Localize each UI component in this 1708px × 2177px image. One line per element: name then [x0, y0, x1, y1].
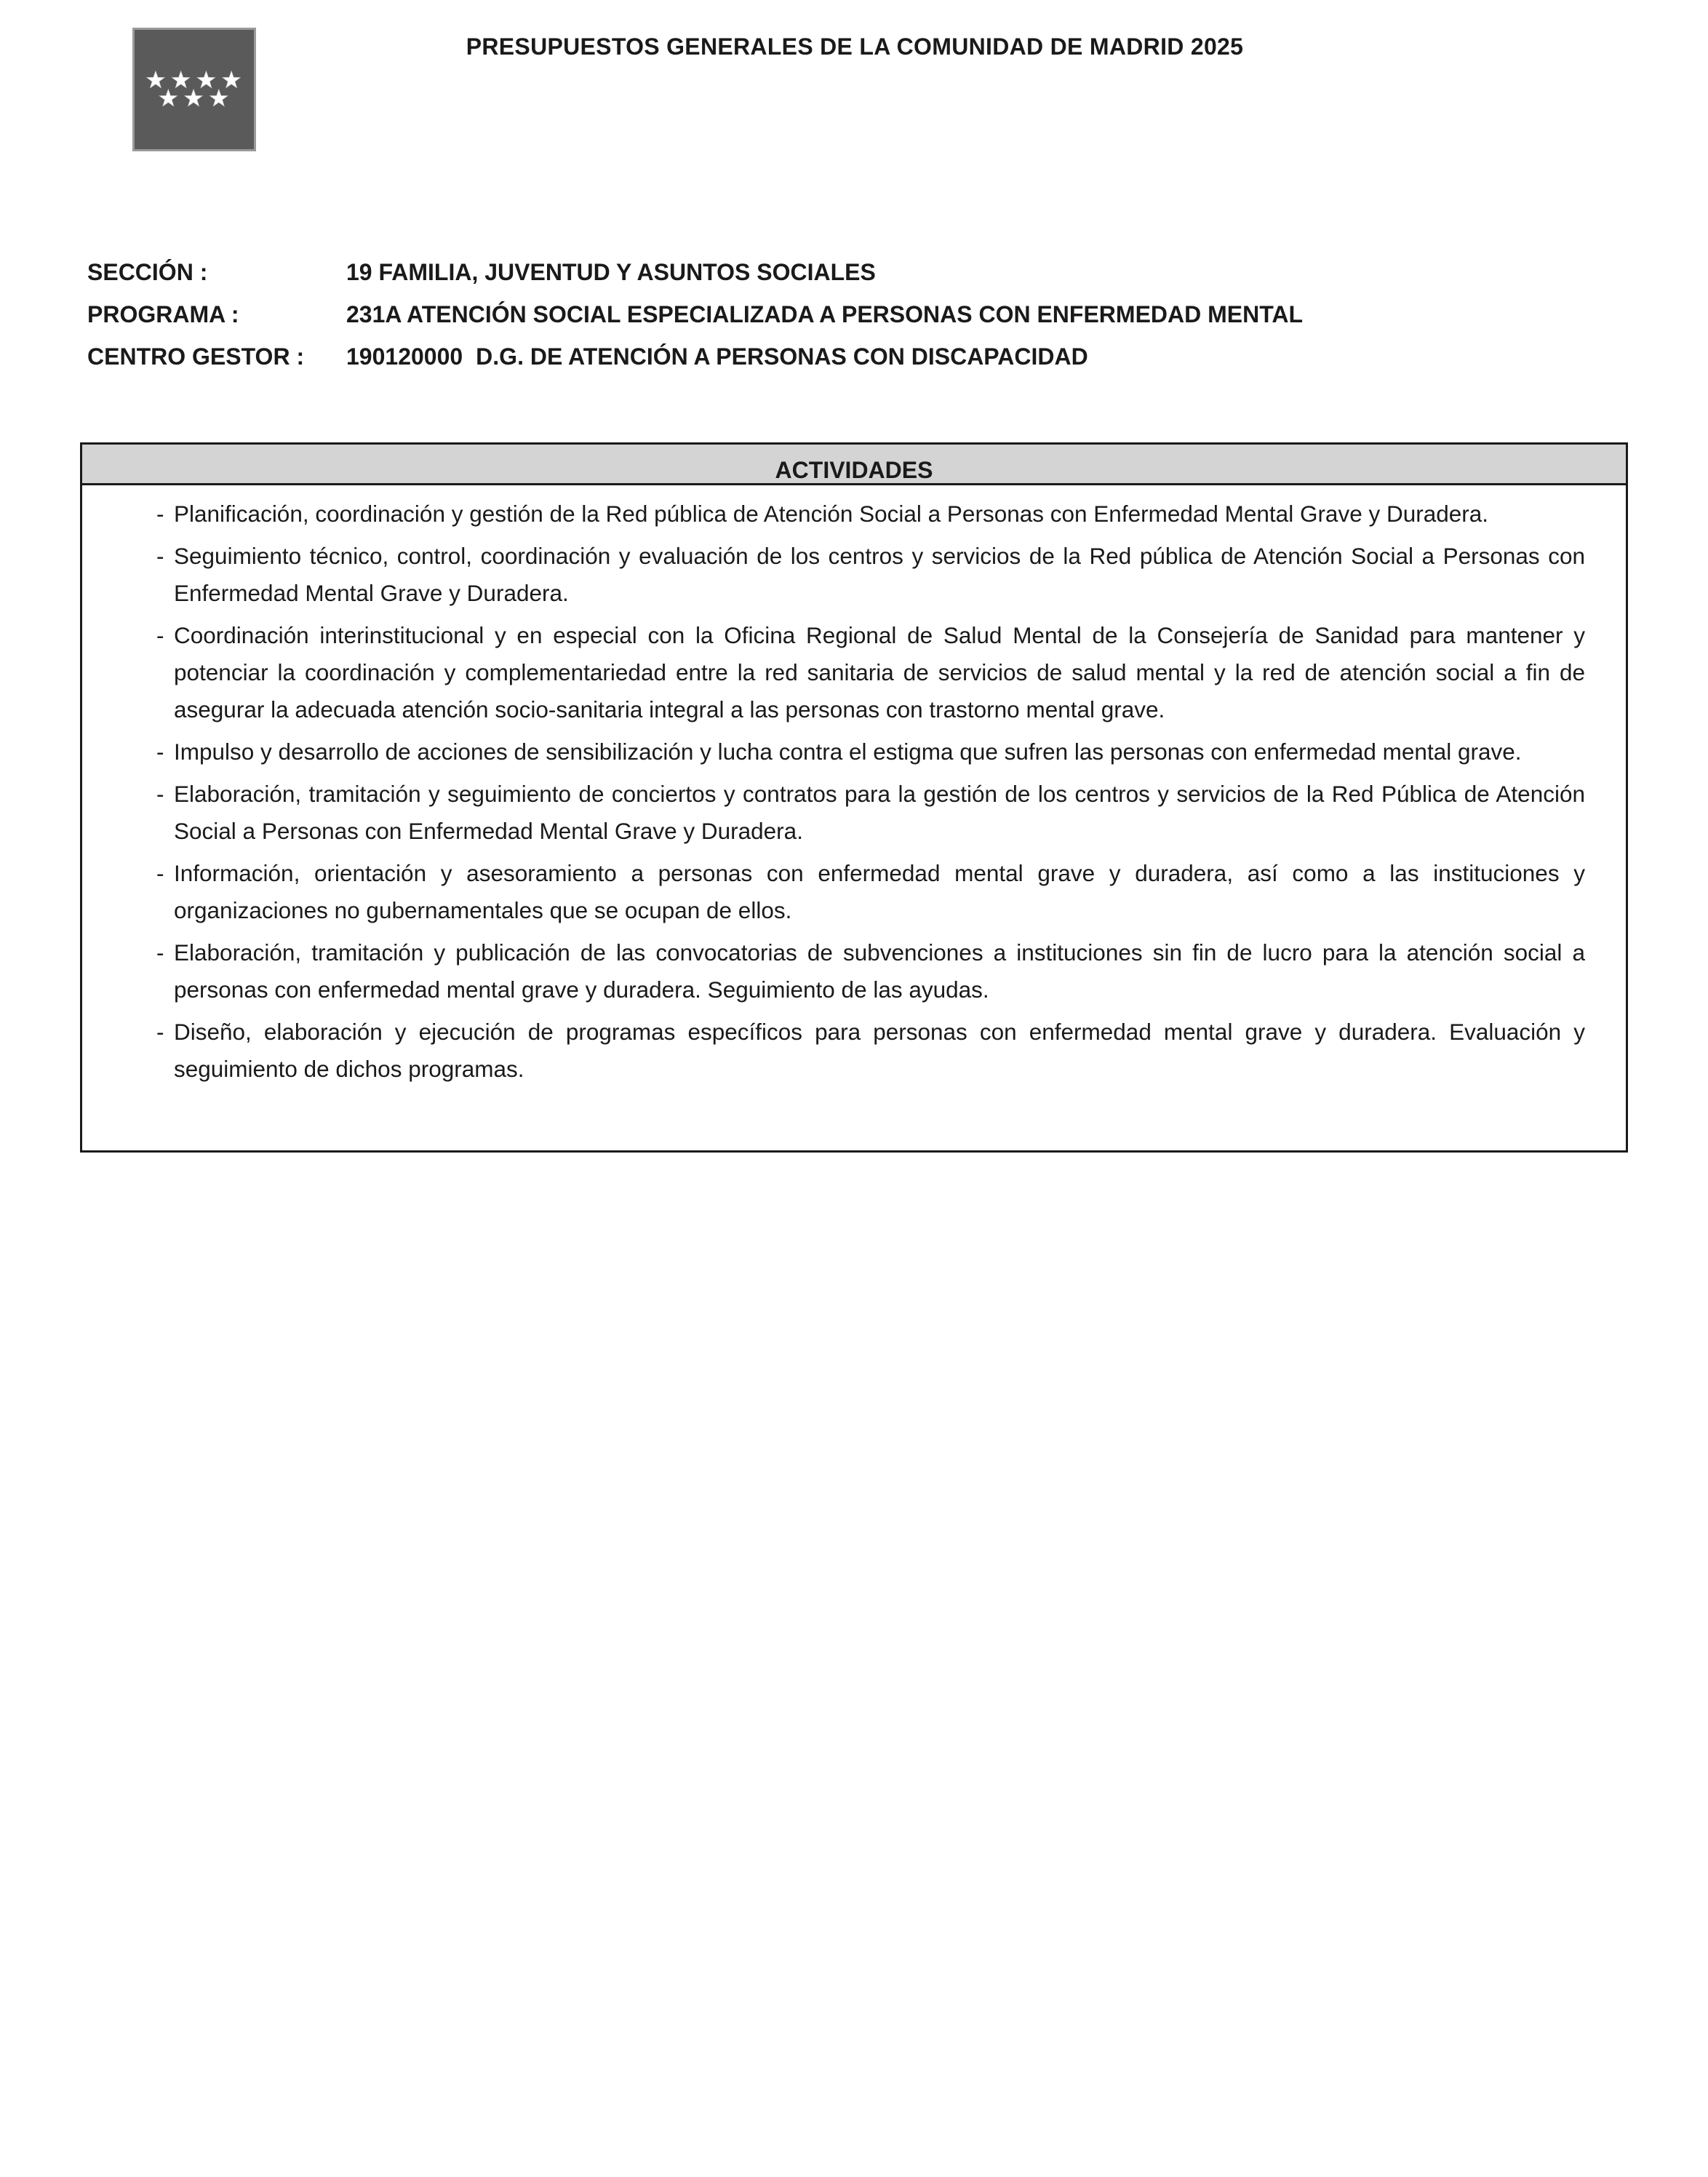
bullet-dash: -: [156, 860, 164, 886]
bullet-dash: -: [156, 501, 164, 527]
activities-header: ACTIVIDADES: [82, 445, 1626, 485]
activity-item: [156, 1014, 1585, 1088]
activity-text: Información, orientación y asesoramiento a personas con enfermedad mental grave y duradera, así como a las instituciones y organizaciones no gubernamentales que se ocupan de ellos.: [174, 860, 1585, 923]
comunidad-madrid-logo: [132, 28, 256, 151]
activity-item: [156, 733, 1585, 771]
activity-text: Impulso y desarrollo de acciones de sensibilización y lucha contra el estigma que sufren las personas con enfermedad mental grave.: [174, 739, 1522, 765]
activity-text: Elaboración, tramitación y publicación de las convocatorias de subvenciones a instituciones sin fin de lucro para la atención social a personas con enfermedad mental grave y duradera. Seguimiento de las ayudas.: [174, 939, 1585, 1003]
seccion-label: SECCIÓN :: [87, 259, 208, 285]
activity-item: [156, 855, 1585, 929]
centro-gestor-code: 190120000: [346, 343, 463, 370]
activities-table: [80, 442, 1628, 1153]
bullet-dash: -: [156, 622, 164, 648]
seven-stars-icon: [135, 30, 254, 149]
programa-label: PROGRAMA :: [87, 301, 239, 327]
activity-text: Seguimiento técnico, control, coordinación y evaluación de los centros y servicios de la Red pública de Atención Social a Personas con Enfermedad Mental Grave y Duradera.: [174, 543, 1585, 606]
bullet-dash: -: [156, 1019, 164, 1045]
activity-text: Diseño, elaboración y ejecución de programas específicos para personas con enfermedad mental grave y duradera. Evaluación y seguimiento de dichos programas.: [174, 1019, 1585, 1082]
activity-text: Planificación, coordinación y gestión de la Red pública de Atención Social a Personas con Enfermedad Mental Grave y Duradera.: [174, 501, 1489, 527]
activity-item: [156, 496, 1585, 533]
centro-gestor-value: D.G. DE ATENCIÓN A PERSONAS CON DISCAPACIDAD: [476, 343, 1088, 370]
meta-seccion: [87, 259, 876, 286]
bullet-dash: -: [156, 781, 164, 807]
activity-text: Coordinación interinstitucional y en especial con la Oficina Regional de Salud Mental de la Consejería de Sanidad para mantener y potenciar la coordinación y complementariedad entre la red sanitaria de servicios de salud mental y la red de atención social a fin de asegurar la adecuada atención socio-sanitaria integral a las personas con trastorno mental grave.: [174, 622, 1585, 723]
programa-value: 231A ATENCIÓN SOCIAL ESPECIALIZADA A PERSONAS CON ENFERMEDAD MENTAL: [346, 301, 1304, 327]
bullet-dash: -: [156, 739, 164, 765]
activity-item: [156, 934, 1585, 1008]
activity-item: [156, 617, 1585, 728]
activity-text: Elaboración, tramitación y seguimiento de conciertos y contratos para la gestión de los centros y servicios de la Red Pública de Atención Social a Personas con Enfermedad Mental Grave y Duradera.: [174, 781, 1585, 844]
document-title: PRESUPUESTOS GENERALES DE LA COMUNIDAD DE MADRID 2025: [466, 33, 1244, 60]
meta-centro-gestor: [87, 343, 1088, 370]
activity-item: [156, 776, 1585, 850]
bullet-dash: -: [156, 543, 164, 569]
centro-gestor-label: CENTRO GESTOR :: [87, 343, 305, 370]
activity-item: [156, 538, 1585, 612]
activities-list: [82, 485, 1626, 1088]
meta-programa: [87, 301, 1303, 328]
seccion-value: 19 FAMILIA, JUVENTUD Y ASUNTOS SOCIALES: [346, 259, 876, 285]
bullet-dash: -: [156, 939, 164, 966]
